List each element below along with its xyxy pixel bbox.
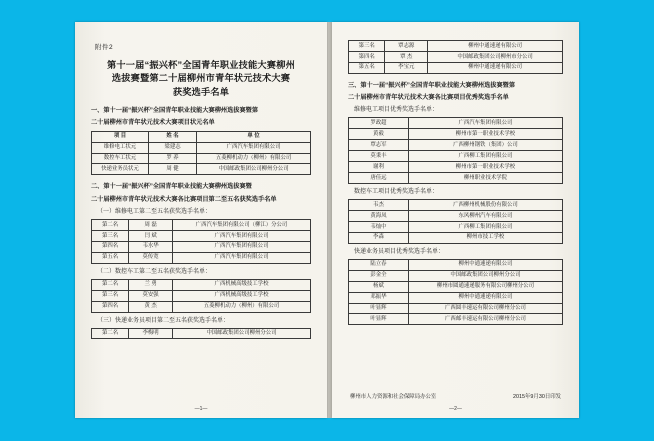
table-row [349,173,563,184]
cell-unit: 柳州市第一职业技术学校 [408,129,562,140]
table-row [349,259,563,270]
header-unit: 单 位 [197,131,311,142]
subsection-3-heading: （三）快递业务员项目第二至五名获奖选手名单： [97,317,230,324]
cell-name: 李梅明 [129,328,173,339]
issuing-office: 柳州市人力资源和社会保障局办公室 [350,394,437,400]
table-cnc-ranks [91,279,311,313]
cell-name: 黄毅 [349,129,409,140]
cell-unit: 广西汽车集团有限公司 [173,252,311,263]
table-row [92,252,311,263]
document-page-left [75,22,327,418]
cell-name: 韦灿中 [349,221,409,232]
cell-name: 梁建志 [148,142,196,153]
table-row [92,164,311,175]
cell-name: 罗 养 [148,153,196,164]
section-2-heading-line-2: 二十届柳州市青年状元技术大赛各比赛项目第二至五名获奖选手名单 [91,195,277,203]
cell-unit: 东风柳州汽车有限公司 [408,210,562,221]
cell-name: 李森 [349,232,409,243]
cell-project: 数控车工状元 [92,153,149,164]
title-line-3: 获奖选手名单 [172,86,230,97]
table-row [349,303,563,314]
section-3-heading-line-1: 三、第十一届“振兴杯”全国青年职业技能大赛柳州选拔赛暨第 [348,81,516,89]
cell-unit: 五菱柳机动力（柳州）有限公司 [173,301,311,312]
cell-unit: 广西柳州机械股份有限公司 [408,200,562,211]
cell-name: 闫 斌 [129,230,173,241]
table-courier-merit [348,259,563,326]
issue-date: 2015年9月30日印发 [513,394,561,400]
cell-unit: 广西机械高级技工学校 [173,279,311,290]
cell-name: 兰 勇 [129,279,173,290]
cell-name: 莫秉丰 [349,151,409,162]
section-1-heading-line-1: 一、第十一届“振兴杯”全国青年职业技能大赛柳州选拔赛暨第 [91,107,259,115]
page-title [93,59,309,99]
table-row [349,314,563,325]
table-row [349,129,563,140]
cell-rank: 第四名 [349,51,385,62]
cell-name: 李宝元 [385,62,428,73]
cell-unit: 广西汽车集团有限公司 [173,230,311,241]
cell-rank: 第二名 [92,328,129,339]
attachment-label: 附件2 [95,44,114,51]
cell-name: 覃志源 [385,41,428,52]
cell-unit: 柳州市圆通速递服务有限公司柳州分公司 [408,281,562,292]
table-courier-ranks-continued [348,40,563,74]
title-line-2: 选拔赛暨第二十届柳州市青年状元技术大赛 [111,73,291,84]
cell-unit: 广西柳州钢铁（集团）公司 [408,140,562,151]
table-courier-ranks [91,328,311,340]
section-3-heading-line-2: 二十届柳州市青年状元技术大赛各比赛项目优秀奖选手名单 [348,94,509,102]
table-row [349,118,563,129]
cell-name: 覃志军 [349,140,409,151]
cell-unit: 中国邮政集团公司柳州市分公司 [428,51,563,62]
cell-name: 谢利 [349,162,409,173]
cell-unit: 柳州市第一职业技术学校 [408,162,562,173]
subsection-electrician-merit-heading: 维修电工项目优秀奖选手名单： [354,107,439,114]
cell-unit: 中国邮政集团公司柳州分公司 [408,270,562,281]
subsection-cnc-merit-heading: 数控车工项目优秀奖选手名单： [354,189,439,196]
cell-name: 黄 杰 [129,301,173,312]
table-row [92,279,311,290]
table-row [349,51,563,62]
cell-unit: 柳州中通速递有限公司 [428,41,563,52]
cell-unit: 广西汽车集团有限公司（柳江）分公司 [173,219,311,230]
cell-rank: 第三名 [92,290,129,301]
cell-name: 叶显辉 [349,303,409,314]
section-1-heading-line-2: 二十届柳州市青年状元技术大赛项目状元名单 [91,119,215,127]
cell-unit: 柳州职业技术学院 [408,173,562,184]
cell-unit: 中国邮政集团公司柳州分公司 [173,328,311,339]
cell-project: 维修电工状元 [92,142,149,153]
cell-rank: 第二名 [92,219,129,230]
table-header-row [92,131,311,142]
table-electrician-ranks [91,219,311,264]
cell-name: 韦水华 [129,241,173,252]
cell-unit: 广西柳工集团有限公司 [408,151,562,162]
table-electrician-merit [348,117,563,184]
cell-name: 罗政超 [349,118,409,129]
cell-unit: 广西汽车集团有限公司 [173,241,311,252]
cell-name: 周 磊 [129,219,173,230]
table-row [92,153,311,164]
table-row [92,301,311,312]
cell-unit: 广西圆丰速运有限公司柳州分公司 [408,303,562,314]
table-row [92,219,311,230]
section-2-heading-line-1: 二、第十一届“振兴杯”全国青年职业技能大赛柳州选拔赛暨 [91,183,252,191]
cell-unit: 广西邮丰速运有限公司柳州分公司 [408,314,562,325]
cell-unit: 广西汽车集团有限公司 [197,142,311,153]
table-row [349,151,563,162]
cell-name: 莫传宽 [129,252,173,263]
header-name: 姓 名 [148,131,196,142]
cell-name: 黄海凤 [349,210,409,221]
table-row [92,290,311,301]
subsection-courier-merit-heading: 快递业务员项目优秀奖选手名单： [354,248,445,255]
cell-name: 叶显辉 [349,314,409,325]
cell-unit: 中国邮政集团公司柳州分公司 [197,164,311,175]
cell-name: 韦杰 [349,200,409,211]
cell-name: 彭金全 [349,270,409,281]
document-footer [332,392,579,400]
table-row [349,232,563,243]
table-row [349,281,563,292]
cell-rank: 第二名 [92,279,129,290]
table-row [349,270,563,281]
table-row [349,62,563,73]
cell-unit: 五菱柳机动力（柳州）有限公司 [197,153,311,164]
cell-rank: 第三名 [92,230,129,241]
cell-rank: 第三名 [349,41,385,52]
cell-rank: 第四名 [92,301,129,312]
table-cnc-merit [348,199,563,244]
cell-project: 快递业务员状元 [92,164,149,175]
table-row [92,241,311,252]
table-row [92,328,311,339]
subsection-1-heading: （一）维修电工第二至五名获奖选手名单： [97,208,212,215]
header-project: 项 目 [92,131,149,142]
table-row [349,140,563,151]
title-line-1: 第十一届“振兴杯”全国青年职业技能大赛柳州 [107,60,295,70]
cell-name: 邓振华 [349,292,409,303]
cell-name: 陆立春 [349,259,409,270]
table-row [92,230,311,241]
table-row [349,162,563,173]
cell-name: 杨斌 [349,281,409,292]
cell-name: 唐佳远 [349,173,409,184]
table-row [349,292,563,303]
cell-unit: 广西柳工集团有限公司 [408,221,562,232]
document-page-right [332,22,579,418]
table-row [349,41,563,52]
cell-name: 周 健 [148,164,196,175]
cell-name: 莫安强 [129,290,173,301]
cell-unit: 广西汽车集团有限公司 [408,118,562,129]
page-number-left: —1— [194,406,208,412]
cell-unit: 柳州市技工学校 [408,232,562,243]
cell-name: 覃 杰 [385,51,428,62]
cell-unit: 柳州中通速递有限公司 [408,259,562,270]
table-champions [91,131,311,176]
cell-unit: 广西机械高级技工学校 [173,290,311,301]
table-row [349,221,563,232]
cell-rank: 第四名 [92,241,129,252]
table-row [349,210,563,221]
subsection-2-heading: （二）数控车工第二至五名获奖选手名单： [97,268,212,275]
table-row [92,142,311,153]
cell-rank: 第五名 [92,252,129,263]
cell-unit: 柳州中通速递有限公司 [428,62,563,73]
cell-unit: 柳州中通速递有限公司 [408,292,562,303]
page-number-right: —2— [449,406,462,412]
cell-rank: 第五名 [349,62,385,73]
table-row [349,200,563,211]
